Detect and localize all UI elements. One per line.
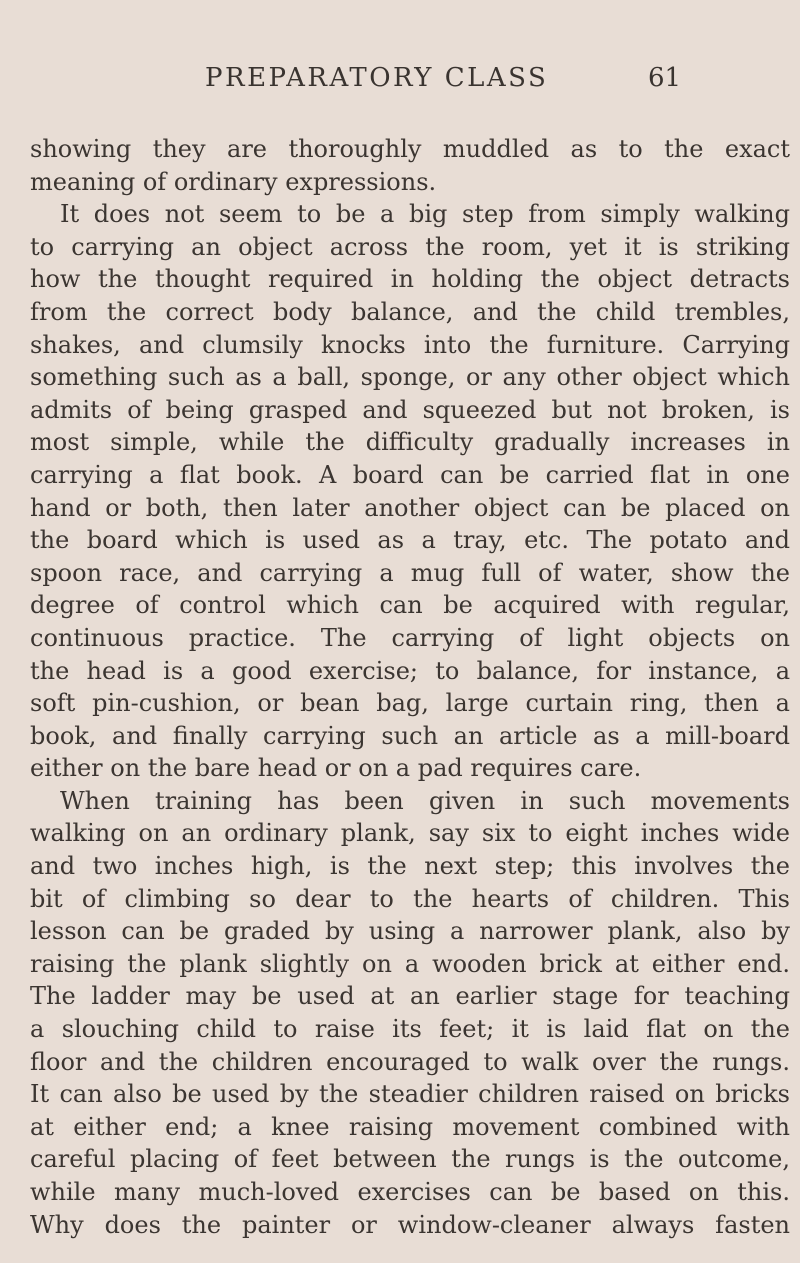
text-line: raising the plank slightly on a wooden brick at either end. — [30, 949, 790, 978]
text-line: hand or both, then later another object can be placed on — [30, 493, 790, 522]
text-line: careful placing of feet between the rungs is the outcome, — [30, 1145, 790, 1174]
text-line: carrying a flat book. A board can be carried flat in one — [30, 460, 790, 489]
text-line: a slouching child to raise its feet; it is laid flat on the — [30, 1015, 790, 1044]
text-line: shakes, and clumsily knocks into the furniture. Carrying — [30, 330, 790, 359]
text-line: the board which is used as a tray, etc. The potato and — [30, 526, 790, 555]
text-line: either on the bare head or on a pad requires care. — [30, 754, 642, 783]
text-line: bit of climbing so dear to the hearts of children. This — [30, 884, 790, 913]
text-line: floor and the children encouraged to walk over the rungs. — [30, 1047, 790, 1076]
text-line: book, and finally carrying such an article as a mill-board — [30, 721, 790, 750]
text-line: while many much-loved exercises can be based on this. — [30, 1178, 790, 1206]
text-line: It can also be used by the steadier children raised on bricks — [30, 1080, 790, 1109]
text-line: and two inches high, is the next step; this involves the — [30, 852, 790, 881]
text-line: meaning of ordinary expressions. — [30, 167, 437, 196]
text-line: to carrying an object across the room, yet it is striking — [30, 232, 790, 261]
page-header — [0, 63, 800, 103]
text-line: soft pin-cushion, or bean bag, large curtain ring, then a — [30, 689, 790, 718]
running-head: PREPARATORY CLASS — [205, 63, 549, 93]
text-line: admits of being grasped and squeezed but not broken, is — [30, 395, 790, 424]
text-line: When training has been given in such movements — [60, 786, 790, 815]
text-line: something such as a ball, sponge, or any other object which — [30, 363, 790, 392]
body-text — [30, 133, 790, 1241]
text-line: continuous practice. The carrying of light objects on — [30, 623, 790, 652]
text-line: the head is a good exercise; to balance, for instance, a — [30, 656, 790, 685]
page-number: 61 — [648, 63, 682, 93]
text-line: at either end; a knee raising movement combined with — [30, 1112, 790, 1141]
text-line: most simple, while the difficulty gradually increases in — [30, 428, 790, 457]
text-line: degree of control which can be acquired with regular, — [30, 591, 790, 620]
text-line: showing they are thoroughly muddled as to the exact — [30, 135, 790, 163]
text-line: It does not seem to be a big step from simply walking — [60, 200, 790, 229]
text-line: spoon race, and carrying a mug full of water, show the — [30, 558, 790, 587]
text-line: from the correct body balance, and the child trembles, — [30, 297, 790, 326]
text-line: how the thought required in holding the object detracts — [30, 265, 790, 294]
text-line: The ladder may be used at an earlier stage for teaching — [30, 982, 790, 1011]
text-line: Why does the painter or window-cleaner always fasten — [30, 1210, 790, 1239]
text-line: walking on an ordinary plank, say six to eight inches wide — [30, 819, 790, 848]
text-line: lesson can be graded by using a narrower plank, also by — [30, 917, 790, 946]
